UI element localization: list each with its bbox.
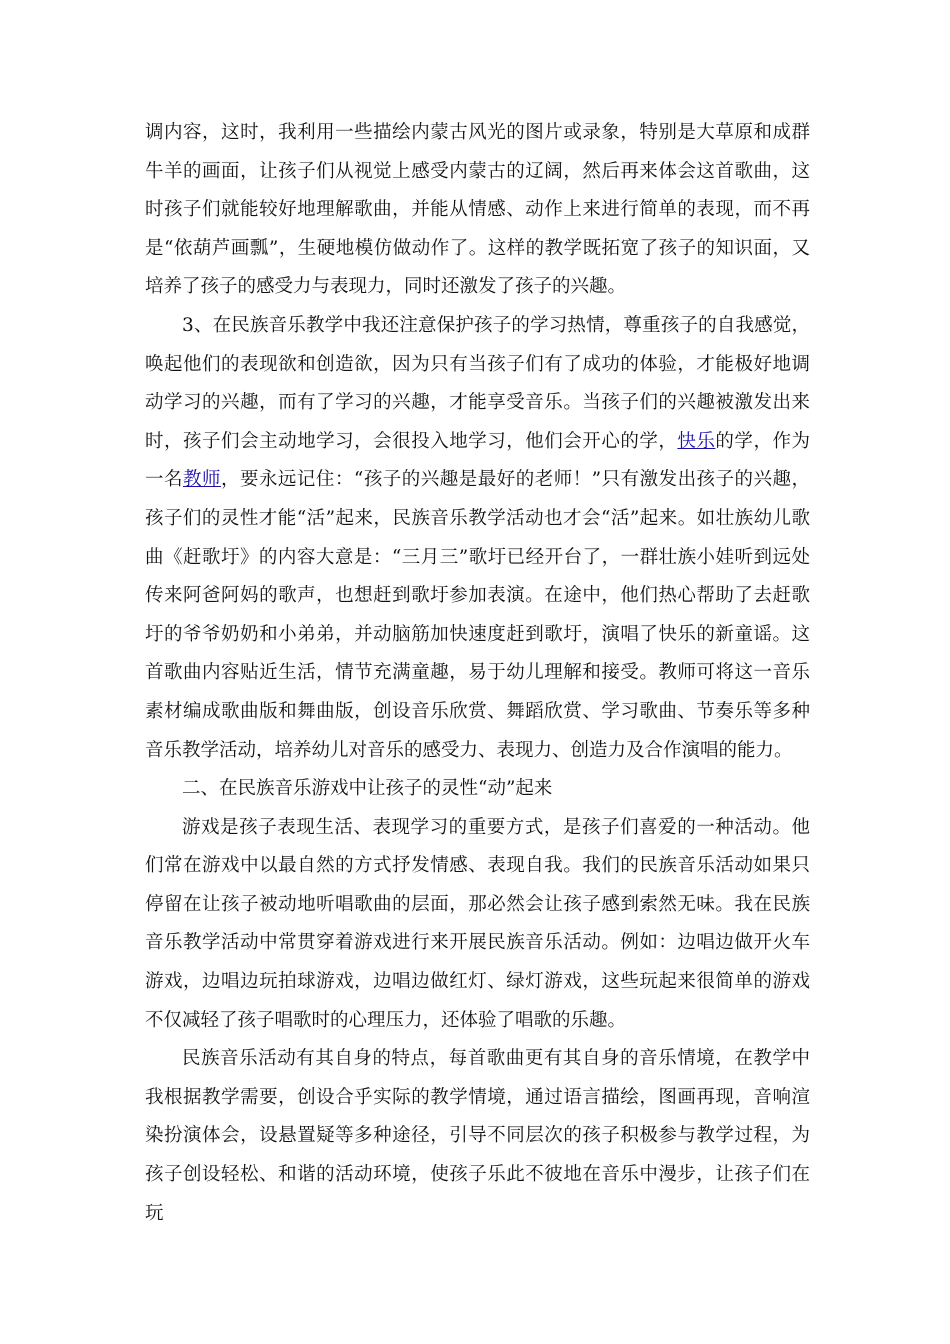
paragraph-games: 游戏是孩子表现生活、表现学习的重要方式，是孩子们喜爱的一种活动。他们常在游戏中以最自然的方式抒发情感、表现自我。我们的民族音乐活动如果只停留在让孩子被动地听唱歌曲的层面，那必然会让孩子感到索然无味。我在民族音乐教学活动中常贯穿着游戏进行来开展民族音乐活动。例如：边唱边做开火车游戏，边唱边玩拍球游戏，边唱边做红灯、绿灯游戏，这些玩起来很简单的游戏不仅减轻了孩子唱歌时的心理压力，还体验了唱歌的乐趣。 xyxy=(145,816,810,1031)
paragraph-text: 3、在民族音乐教学中我还注意保护孩子的学习热情，尊重孩子的自我感觉，唤起他们的表现欲和创造欲，因为只有当孩子们有了成功的体验，才能极好地调动学习的兴趣，而有了学习的兴趣，才能享受音乐。当孩子们的兴趣被激发出来时，孩子们会主动地学习，会很投入地学习，他们会开心的学， xyxy=(145,314,810,452)
paragraph-text: ，要永远记住：“孩子的兴趣是最好的老师！”只有激发出孩子的兴趣，孩子们的灵性才能“活”起来，民族音乐教学活动也才会“活”起来。如壮族幼儿歌曲《赶歌圩》的内容大意是：“三月三”歌圩已经开台了，一群壮族小娃听到远处传来阿爸阿妈的歌声，也想赶到歌圩参加表演。在途中，他们热心帮助了去赶歌圩的爷爷奶奶和小弟弟，并动脑筋加快速度赶到歌圩，演唱了快乐的新童谣。这首歌曲内容贴近生活，情节充满童趣，易于幼儿理解和接受。教师可将这一音乐素材编成歌曲版和舞曲版，创设音乐欣赏、舞蹈欣赏、学习歌曲、节奏乐等多种音乐教学活动，培养幼儿对音乐的感受力、表现力、创造力及合作演唱的能力。 xyxy=(145,469,810,761)
paragraph-point-3 xyxy=(145,307,810,770)
link-kuaile[interactable]: 快乐 xyxy=(677,430,716,452)
paragraph-situations: 民族音乐活动有其自身的特点，每首歌曲更有其自身的音乐情境，在教学中我根据教学需要，创设合乎实际的教学情境，通过语言描绘，图画再现，音响渲染扮演体会，设悬置疑等多种途径，引导不同层次的孩子积极参与教学过程，为孩子创设轻松、和谐的活动环境，使孩子乐此不彼地在音乐中漫步，让孩子们在玩 xyxy=(145,1048,810,1224)
document-body xyxy=(145,114,810,1233)
section-heading-2: 二、在民族音乐游戏中让孩子的灵性“动”起来 xyxy=(182,778,553,800)
paragraph-continuation: 调内容，这时，我利用一些描绘内蒙古风光的图片或录象，特别是大草原和成群牛羊的画面，让孩子们从视觉上感受内蒙古的辽阔，然后再来体会这首歌曲，这时孩子们就能较好地理解歌曲，并能从情感、动作上来进行简单的表现，而不再是“依葫芦画瓢”，生硬地模仿做动作了。这样的教学既拓宽了孩子的知识面，又培养了孩子的感受力与表现力，同时还激发了孩子的兴趣。 xyxy=(145,122,810,298)
link-jiaoshi[interactable]: 教师 xyxy=(182,469,221,491)
paragraph-text: 的学，作为一名 xyxy=(145,430,810,491)
